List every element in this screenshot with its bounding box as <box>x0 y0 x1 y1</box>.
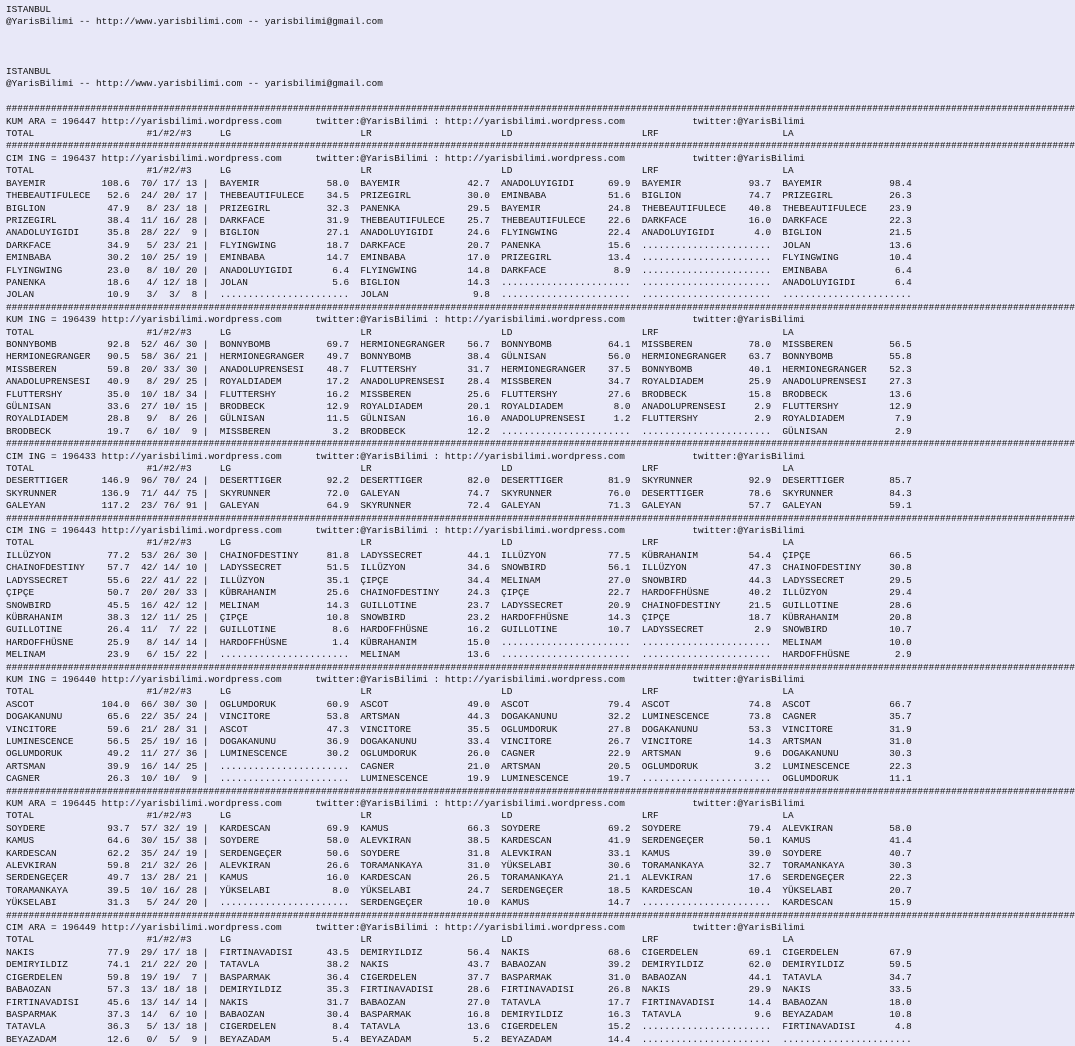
report-line: CIM ING = 196437 http://yarisbilimi.wordpress.com twitter:@YarisBilimi : http://yarisbilimi.wordpress.com twitter:@YarisBilimi <box>6 152 805 164</box>
report-line: CIM ING = 196443 http://yarisbilimi.wordpress.com twitter:@YarisBilimi : http://yarisbilimi.wordpress.com twitter:@YarisBilimi <box>6 525 805 537</box>
report-line: ALEVKIRAN 59.8 21/ 32/ 26 | ALEVKIRAN 26.6 TORAMANKAYA 31.0 YÜKSELABI 30.6 TORAMANKAYA 32.7 TORAMANKAYA 30.3 <box>6 860 912 872</box>
report-line: MELINAM 23.9 6/ 15/ 22 | ....................... MELINAM 13.6 ....................... ....................... HARDOFFHÜSNE 2.9 <box>6 649 912 661</box>
report-line: LUMINESCENCE 56.5 25/ 19/ 16 | DOGAKANUNU 36.9 DOGAKANUNU 33.4 VINCITORE 26.7 VINCITORE 14.3 ARTSMAN 31.0 <box>6 735 912 747</box>
report-line: CIM ARA = 196449 http://yarisbilimi.wordpress.com twitter:@YarisBilimi : http://yarisbilimi.wordpress.com twitter:@YarisBilimi <box>6 922 805 934</box>
report-line: CAGNER 26.3 10/ 10/ 9 | ....................... LUMINESCENCE 19.9 LUMINESCENCE 19.7 ....................... OGLUMDORUK 11.1 <box>6 773 912 785</box>
report-line: ############################################################################################################################################################################################## <box>6 301 1075 313</box>
report-line: BASPARMAK 37.3 14/ 6/ 10 | BABAOZAN 30.4 BASPARMAK 16.8 DEMIRYILDIZ 16.3 TATAVLA 9.6 BEYAZADAM 10.8 <box>6 1008 912 1020</box>
report-line: ############################################################################################################################################################################################## <box>6 103 1075 115</box>
report-line: EMINBABA 30.2 10/ 25/ 19 | EMINBABA 14.7 EMINBABA 17.0 PRIZEGIRL 13.4 ....................... FLYINGWING 10.4 <box>6 252 912 264</box>
report-line: TOTAL #1/#2/#3 LG LR LD LRF LA <box>6 128 794 140</box>
report-line: OGLUMDORUK 49.2 11/ 27/ 36 | LUMINESCENCE 30.2 OGLUMDORUK 26.0 CAGNER 22.9 ARTSMAN 9.6 DOGAKANUNU 30.3 <box>6 748 912 760</box>
report-line: BEYAZADAM 12.6 0/ 5/ 9 | BEYAZADAM 5.4 BEYAZADAM 5.2 BEYAZADAM 14.4 ....................... ....................... <box>6 1033 912 1045</box>
report-line: TOTAL #1/#2/#3 LG LR LD LRF LA <box>6 686 794 698</box>
report-line: GUILLOTINE 26.4 11/ 7/ 22 | GUILLOTINE 8.6 HARDOFFHÜSNE 16.2 GUILLOTINE 10.7 LADYSSECRET 2.9 SNOWBIRD 10.7 <box>6 624 912 636</box>
report-line: ############################################################################################################################################################################################## <box>6 909 1075 921</box>
report-line: TOTAL #1/#2/#3 LG LR LD LRF LA <box>6 463 794 475</box>
report-line: CHAINOFDESTINY 57.7 42/ 14/ 10 | LADYSSECRET 51.5 ILLÜZYON 34.6 SNOWBIRD 56.1 ILLÜZYON 47.3 CHAINOFDESTINY 30.8 <box>6 562 912 574</box>
report-line: YÜKSELABI 31.3 5/ 24/ 20 | ....................... SERDENGEÇER 10.0 KAMUS 14.7 ....................... KARDESCAN 15.9 <box>6 897 912 909</box>
report-line: ############################################################################################################################################################################################## <box>6 438 1075 450</box>
report-line: ISTANBUL <box>6 4 52 15</box>
report-line: ASCOT 104.0 66/ 30/ 30 | OGLUMDORUK 60.9 ASCOT 49.0 ASCOT 79.4 ASCOT 74.8 ASCOT 66.7 <box>6 698 912 710</box>
report-line: ############################################################################################################################################################################################## <box>6 785 1075 797</box>
report-line: THEBEAUTIFULECE 52.6 24/ 20/ 17 | THEBEAUTIFULECE 34.5 PRIZEGIRL 30.0 EMINBABA 51.6 BIGLION 74.7 PRIZEGIRL 26.3 <box>6 190 912 202</box>
report-line: BONNYBOMB 92.8 52/ 46/ 30 | BONNYBOMB 69.7 HERMIONEGRANGER 56.7 BONNYBOMB 64.1 MISSBEREN 78.0 MISSBEREN 56.5 <box>6 338 912 350</box>
report-line: DEMIRYILDIZ 74.1 21/ 22/ 20 | TATAVLA 38.2 NAKIS 43.7 BABAOZAN 39.2 DEMIRYILDIZ 62.0 DEMIRYILDIZ 59.5 <box>6 959 912 971</box>
report-line: KUM ARA = 196445 http://yarisbilimi.wordpress.com twitter:@YarisBilimi : http://yarisbilimi.wordpress.com twitter:@YarisBilimi <box>6 798 805 809</box>
report-line: TOTAL #1/#2/#3 LG LR LD LRF LA <box>6 934 794 946</box>
report-line: KARDESCAN 62.2 35/ 24/ 19 | SERDENGEÇER 50.6 SOYDERE 31.8 ALEVKIRAN 33.1 KAMUS 39.0 SOYDERE 40.7 <box>6 847 912 859</box>
report-line: CIGERDELEN 59.8 19/ 19/ 7 | BASPARMAK 36.4 CIGERDELEN 37.7 BASPARMAK 31.0 BABAOZAN 44.1 TATAVLA 34.7 <box>6 971 912 983</box>
report-line: TORAMANKAYA 39.5 10/ 16/ 28 | YÜKSELABI 8.0 YÜKSELABI 24.7 SERDENGEÇER 18.5 KARDESCAN 10.4 YÜKSELABI 20.7 <box>6 884 912 896</box>
report-line: ANADOLUPRENSESI 40.9 8/ 29/ 25 | ROYALDIADEM 17.2 ANADOLUPRENSESI 28.4 MISSBEREN 34.7 ROYALDIADEM 25.9 ANADOLUPRENSESI 27.3 <box>6 376 912 388</box>
report-line: TOTAL #1/#2/#3 LG LR LD LRF LA <box>6 165 794 177</box>
report-line: GÜLNISAN 33.6 27/ 10/ 15 | BRODBECK 12.9 ROYALDIADEM 20.1 ROYALDIADEM 8.0 ANADOLUPRENSESI 2.9 FLUTTERSHY 12.9 <box>6 401 912 412</box>
report-line: JOLAN 10.9 3/ 3/ 8 | ....................... JOLAN 9.8 ....................... ....................... ....................... <box>6 289 912 301</box>
report-line: ############################################################################################################################################################################################## <box>6 512 1075 524</box>
report-line: DESERTTIGER 146.9 96/ 70/ 24 | DESERTTIGER 92.2 DESERTTIGER 82.0 DESERTTIGER 81.9 SKYRUNNER 92.9 DESERTTIGER 85.7 <box>6 475 912 487</box>
report-line: SNOWBIRD 45.5 16/ 42/ 12 | MELINAM 14.3 GUILLOTINE 23.7 LADYSSECRET 20.9 CHAINOFDESTINY 21.5 GUILLOTINE 28.6 <box>6 599 912 611</box>
report-line: FIRTINAVADISI 45.6 13/ 14/ 14 | NAKIS 31.7 BABAOZAN 27.0 TATAVLA 17.7 FIRTINAVADISI 14.4 BABAOZAN 18.0 <box>6 996 912 1008</box>
report-line: ARTSMAN 39.9 16/ 14/ 25 | ....................... CAGNER 21.0 ARTSMAN 20.5 OGLUMDORUK 3.2 LUMINESCENCE 22.3 <box>6 760 912 772</box>
report-line: KUM ING = 196440 http://yarisbilimi.wordpress.com twitter:@YarisBilimi : http://yarisbilimi.wordpress.com twitter:@YarisBilimi <box>6 673 805 685</box>
report-line: DOGAKANUNU 65.6 22/ 35/ 24 | VINCITORE 53.8 ARTSMAN 44.3 DOGAKANUNU 32.2 LUMINESCENCE 73.8 CAGNER 35.7 <box>6 711 912 723</box>
report-line: ILLÜZYON 77.2 53/ 26/ 30 | CHAINOFDESTINY 81.8 LADYSSECRET 44.1 ILLÜZYON 77.5 KÜBRAHANIM 54.4 ÇIPÇE 66.5 <box>6 549 912 561</box>
report-line: MISSBEREN 59.8 20/ 33/ 30 | ANADOLUPRENSESI 48.7 FLUTTERSHY 31.7 HERMIONEGRANGER 37.5 BONNYBOMB 40.1 HERMIONEGRANGER 52.3 <box>6 363 912 375</box>
report-line: HARDOFFHÜSNE 25.9 8/ 14/ 14 | HARDOFFHÜSNE 1.4 KÜBRAHANIM 15.0 ....................... ....................... MELINAM 10.0 <box>6 636 912 648</box>
report-line: BAYEMIR 108.6 70/ 17/ 13 | BAYEMIR 58.0 BAYEMIR 42.7 ANADOLUYIGIDI 69.9 BAYEMIR 93.7 BAYEMIR 98.4 <box>6 177 912 189</box>
report-line: TOTAL #1/#2/#3 LG LR LD LRF LA <box>6 326 794 338</box>
report-line: BIGLION 47.9 8/ 23/ 18 | PRIZEGIRL 32.3 PANENKA 29.5 BAYEMIR 24.8 THEBEAUTIFULECE 40.8 THEBEAUTIFULECE 23.9 <box>6 202 912 214</box>
report-line: PRIZEGIRL 38.4 11/ 16/ 28 | DARKFACE 31.9 THEBEAUTIFULECE 25.7 THEBEAUTIFULECE 22.6 DARKFACE 16.0 DARKFACE 22.3 <box>6 214 912 226</box>
report-line: KUM ING = 196439 http://yarisbilimi.wordpress.com twitter:@YarisBilimi : http://yarisbilimi.wordpress.com twitter:@YarisBilimi <box>6 314 805 326</box>
report-line: ANADOLUYIGIDI 35.8 28/ 22/ 9 | BIGLION 27.1 ANADOLUYIGIDI 24.6 FLYINGWING 22.4 ANADOLUYIGIDI 4.0 BIGLION 21.5 <box>6 227 912 239</box>
report-line: HERMIONEGRANGER 90.5 58/ 36/ 21 | HERMIONEGRANGER 49.7 BONNYBOMB 38.4 GÜLNISAN 56.0 HERMIONEGRANGER 63.7 BONNYBOMB 55.8 <box>6 351 912 363</box>
report-line: @YarisBilimi -- http://www.yarisbilimi.com -- yarisbilimi@gmail.com <box>6 16 383 28</box>
report-line: @YarisBilimi -- http://www.yarisbilimi.com -- yarisbilimi@gmail.com <box>6 78 383 90</box>
report-line: DARKFACE 34.9 5/ 23/ 21 | FLYINGWING 18.7 DARKFACE 20.7 PANENKA 15.6 ....................... JOLAN 13.6 <box>6 239 912 251</box>
report-line: SKYRUNNER 136.9 71/ 44/ 75 | SKYRUNNER 72.0 GALEYAN 74.7 SKYRUNNER 76.0 DESERTTIGER 78.6 SKYRUNNER 84.3 <box>6 487 912 499</box>
report-line: KAMUS 64.6 30/ 15/ 38 | SOYDERE 58.0 ALEVKIRAN 38.5 KARDESCAN 41.9 SERDENGEÇER 50.1 KAMUS 41.4 <box>6 835 912 847</box>
report-line: ISTANBUL <box>6 66 52 78</box>
report-line: TOTAL #1/#2/#3 LG LR LD LRF LA <box>6 810 794 822</box>
report-line: BRODBECK 19.7 6/ 10/ 9 | MISSBEREN 3.2 BRODBECK 12.2 ....................... ....................... GÜLNISAN 2.9 <box>6 425 912 437</box>
report-line: CIM ING = 196433 http://yarisbilimi.wordpress.com twitter:@YarisBilimi : http://yarisbilimi.wordpress.com twitter:@YarisBilimi <box>6 450 805 462</box>
report-line: TOTAL #1/#2/#3 LG LR LD LRF LA <box>6 537 794 549</box>
report-line: SOYDERE 93.7 57/ 32/ 19 | KARDESCAN 69.9 KAMUS 66.3 SOYDERE 69.2 SOYDERE 79.4 ALEVKIRAN 58.0 <box>6 822 912 834</box>
report-line: FLYINGWING 23.0 8/ 10/ 20 | ANADOLUYIGIDI 6.4 FLYINGWING 14.8 DARKFACE 8.9 ....................... EMINBABA 6.4 <box>6 264 912 276</box>
report-line: ROYALDIADEM 28.8 9/ 8/ 26 | GÜLNISAN 11.5 GÜLNISAN 16.0 ANADOLUPRENSESI 1.2 FLUTTERSHY 2.9 ROYALDIADEM 7.9 <box>6 413 912 425</box>
report-line: ############################################################################################################################################################################################## <box>6 140 1075 152</box>
report-line: LADYSSECRET 55.6 22/ 41/ 22 | ILLÜZYON 35.1 ÇIPÇE 34.4 MELINAM 27.0 SNOWBIRD 44.3 LADYSSECRET 29.5 <box>6 574 912 586</box>
report-line: VINCITORE 59.6 21/ 28/ 31 | ASCOT 47.3 VINCITORE 35.5 OGLUMDORUK 27.8 DOGAKANUNU 53.3 VINCITORE 31.9 <box>6 723 912 735</box>
report-line: NAKIS 77.9 29/ 17/ 18 | FIRTINAVADISI 43.5 DEMIRYILDIZ 56.4 NAKIS 68.6 CIGERDELEN 69.1 CIGERDELEN 67.9 <box>6 946 912 958</box>
report-line: TATAVLA 36.3 5/ 13/ 18 | CIGERDELEN 8.4 TATAVLA 13.6 CIGERDELEN 15.2 ....................... FIRTINAVADISI 4.8 <box>6 1021 912 1033</box>
report-line: FLUTTERSHY 35.0 10/ 18/ 34 | FLUTTERSHY 16.2 MISSBEREN 25.6 FLUTTERSHY 27.6 BRODBECK 15.8 BRODBECK 13.6 <box>6 388 912 400</box>
report-line: ÇIPÇE 50.7 20/ 20/ 33 | KÜBRAHANIM 25.6 CHAINOFDESTINY 24.3 ÇIPÇE 22.7 HARDOFFHÜSNE 40.2 ILLÜZYON 29.4 <box>6 587 912 599</box>
report-line: KUM ARA = 196447 http://yarisbilimi.wordpress.com twitter:@YarisBilimi : http://yarisbilimi.wordpress.com twitter:@YarisBilimi <box>6 115 805 127</box>
report-line: ############################################################################################################################################################################################## <box>6 661 1075 673</box>
report-line: BABAOZAN 57.3 13/ 18/ 18 | DEMIRYILDIZ 35.3 FIRTINAVADISI 28.6 FIRTINAVADISI 26.8 NAKIS 29.9 NAKIS 33.5 <box>6 984 912 996</box>
report-line: SERDENGEÇER 49.7 13/ 28/ 21 | KAMUS 16.0 KARDESCAN 26.5 TORAMANKAYA 21.1 ALEVKIRAN 17.6 SERDENGEÇER 22.3 <box>6 872 912 884</box>
report-line: GALEYAN 117.2 23/ 76/ 91 | GALEYAN 64.9 SKYRUNNER 72.4 GALEYAN 71.3 GALEYAN 57.7 GALEYAN 59.1 <box>6 500 912 512</box>
report-line: PANENKA 18.6 4/ 12/ 18 | JOLAN 5.6 BIGLION 14.3 ....................... ....................... ANADOLUYIGIDI 6.4 <box>6 276 912 288</box>
report-line: KÜBRAHANIM 38.3 12/ 11/ 25 | ÇIPÇE 10.8 SNOWBIRD 23.2 HARDOFFHÜSNE 14.3 ÇIPÇE 18.7 KÜBRAHANIM 20.8 <box>6 611 912 623</box>
